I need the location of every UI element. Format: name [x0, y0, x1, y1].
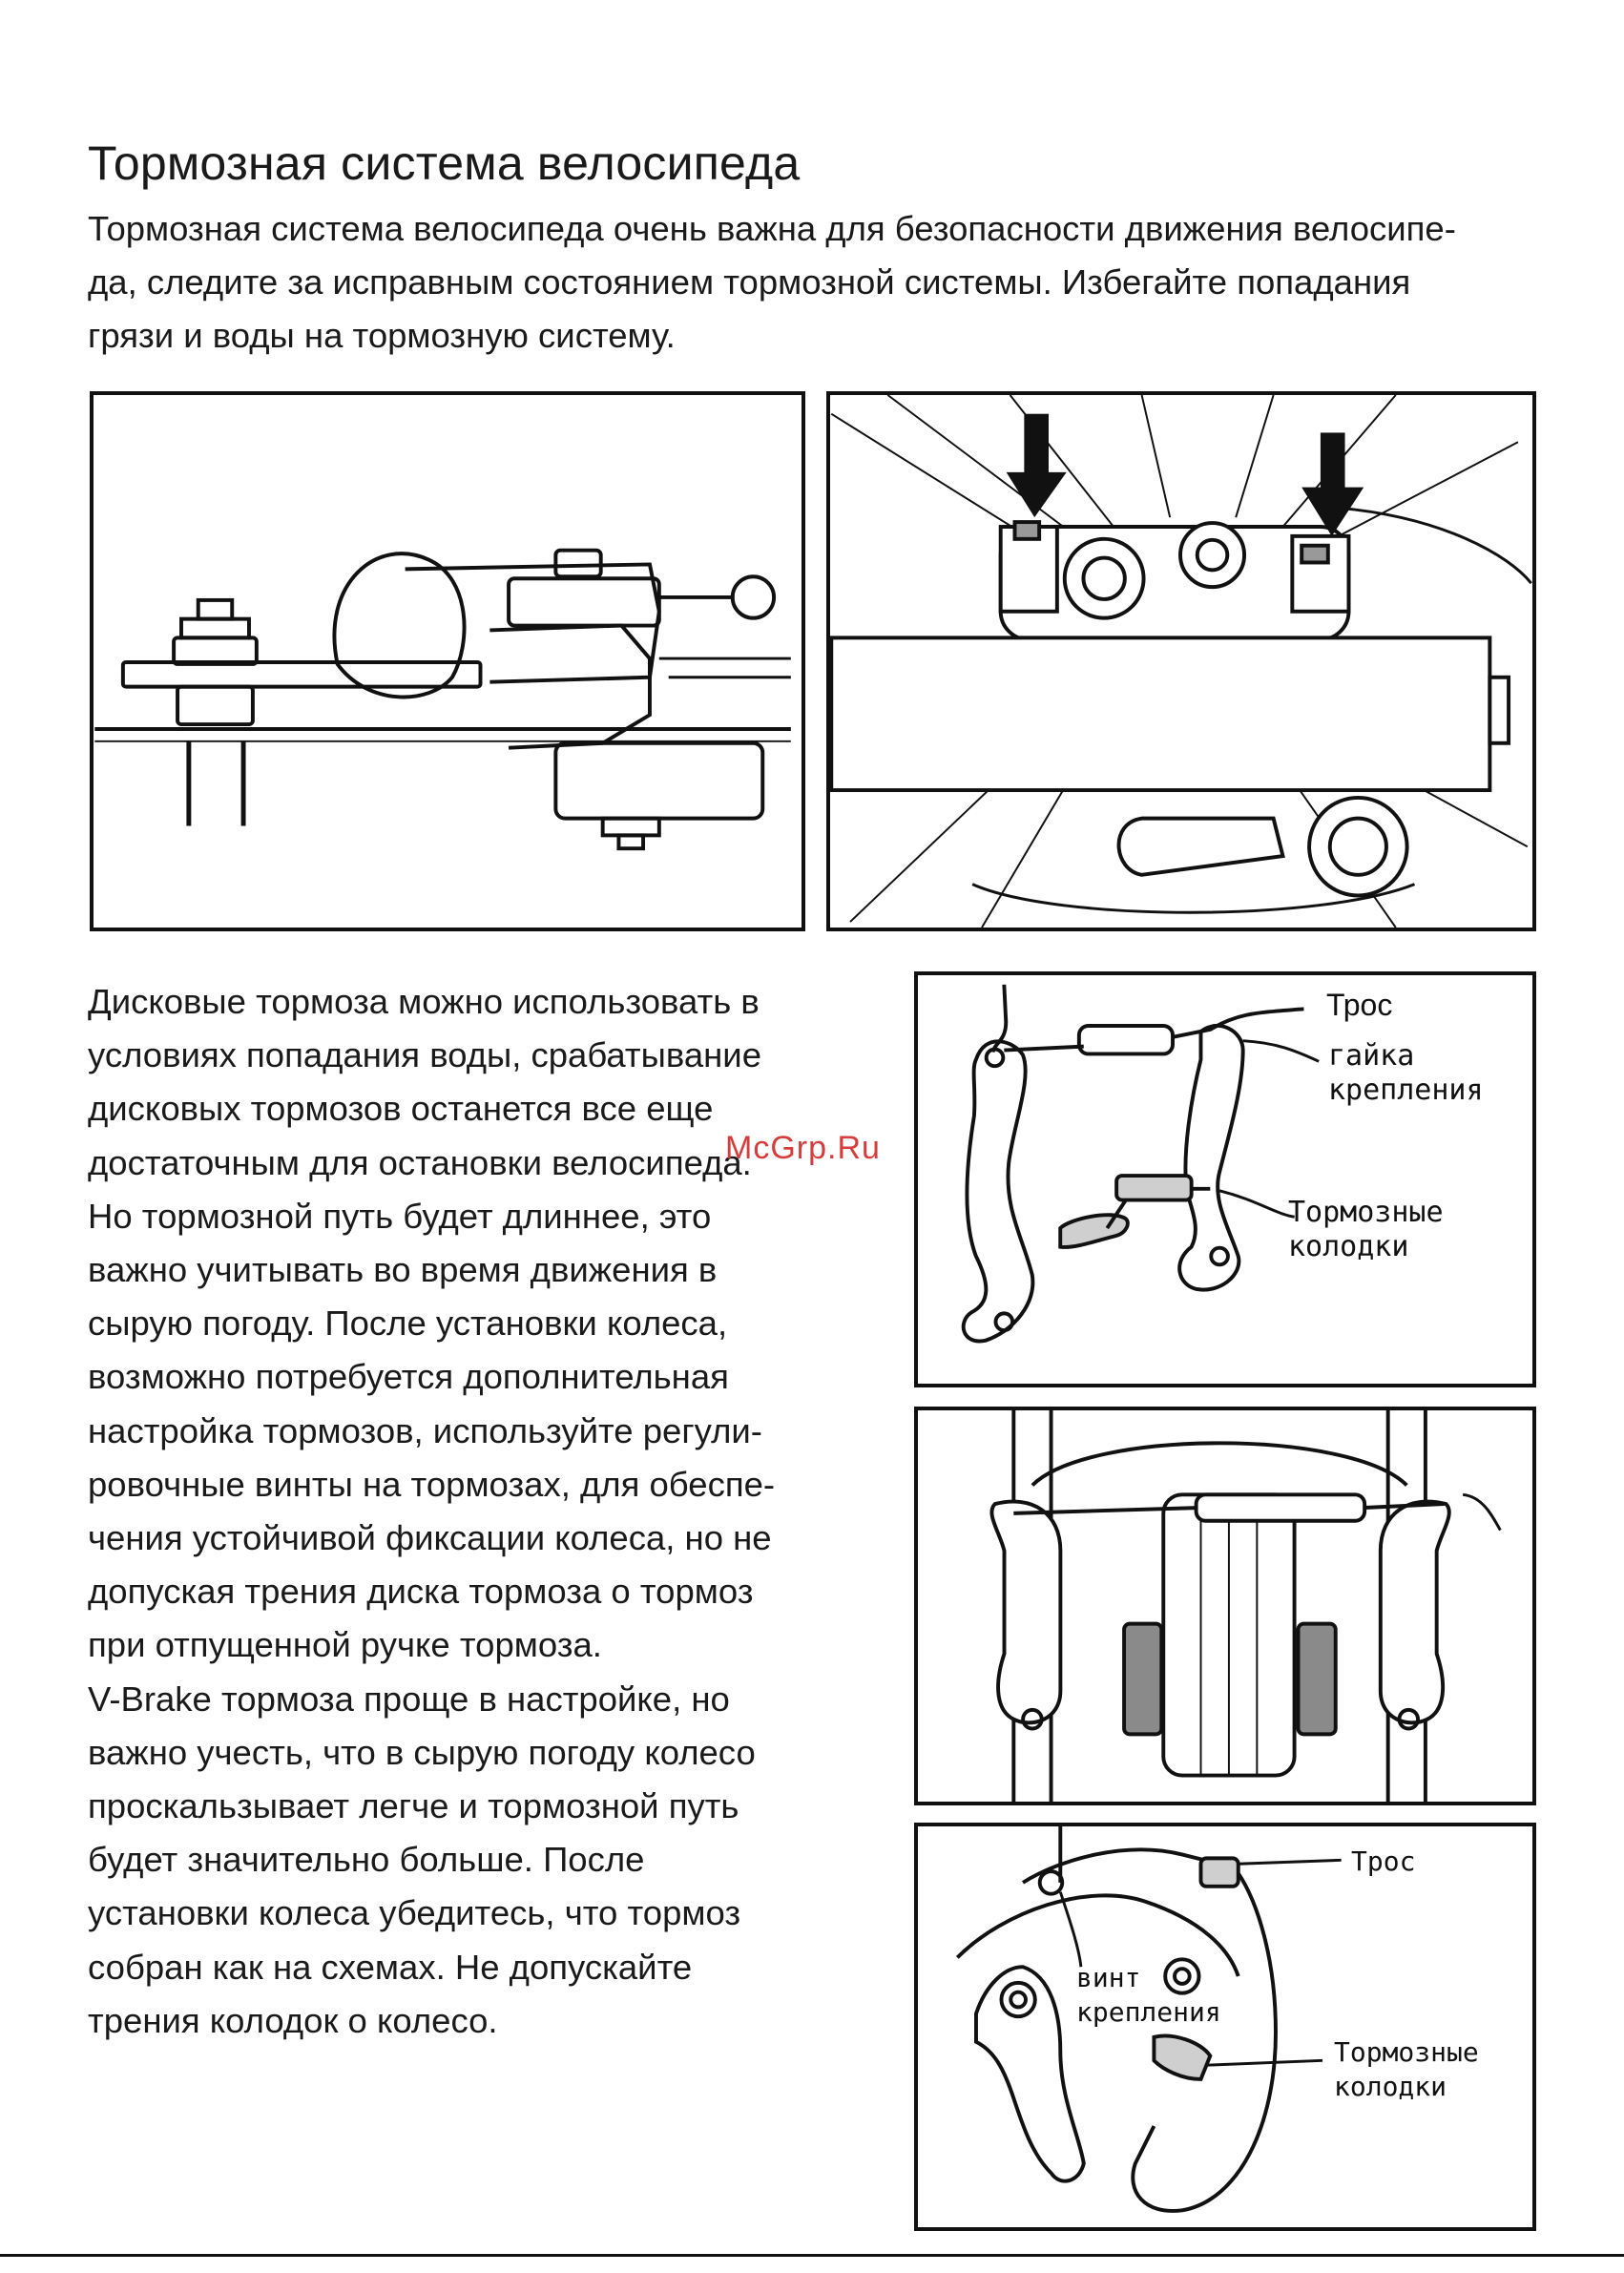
body-line: сырую погоду. После установки колеса,: [88, 1303, 728, 1344]
body-line: допуская трения диска тормоза о тормоз: [88, 1572, 754, 1612]
body-line: достаточным для остановки велосипеда.: [88, 1142, 752, 1182]
body-line: возможно потребуется дополнительная: [88, 1357, 729, 1397]
caliper-label-cable: Трос: [1351, 1846, 1416, 1877]
disc-brake-side-illustration: [94, 395, 802, 928]
bottom-rule: [0, 2254, 1624, 2257]
body-line: важно учесть, что в сырую погоду колесо: [88, 1732, 756, 1772]
body-line: важно учитывать во время движения в: [88, 1250, 718, 1290]
caliper-label-screw-2: крепления: [1076, 1996, 1221, 2028]
vbrake-wheel-illustration: [918, 1410, 1532, 1802]
figure-caliper-labeled: [914, 1823, 1536, 2231]
vbrake-illustration: [918, 975, 1532, 1384]
caliper-illustration: [918, 1826, 1532, 2227]
intro-line: да, следите за исправным состоянием тормозной системы. Избегайте попадания: [88, 262, 1411, 302]
page-title: Тормозная система велосипеда: [88, 136, 801, 190]
vbrake-label-cable: Трос: [1326, 988, 1393, 1022]
caliper-label-pads: Тормозные: [1334, 2036, 1479, 2068]
body-line: будет значительно больше. После: [88, 1840, 645, 1880]
body-line: настройка тормозов, используйте регули-: [88, 1410, 762, 1450]
disc-caliper-illustration: [830, 395, 1532, 928]
body-line: трения колодок о колесо.: [88, 2000, 498, 2040]
body-line: установки колеса убедитесь, что тормоз: [88, 1893, 741, 1933]
body-line: V-Brake тормоза проще в настройке, но: [88, 1679, 730, 1719]
body-line: при отпущенной ручке тормоза.: [88, 1625, 602, 1665]
body-line: Но тормозной путь будет длиннее, это: [88, 1196, 712, 1236]
vbrake-label-nut-2: крепления: [1328, 1074, 1484, 1107]
body-line: условиях попадания воды, срабатывание: [88, 1035, 761, 1075]
figure-vbrake-on-wheel: [914, 1407, 1536, 1805]
vbrake-label-nut: гайка: [1328, 1039, 1415, 1073]
body-line: собран как на схемах. Не допускайте: [88, 1947, 693, 1987]
intro-line: Тормозная система велосипеда очень важна для безопасности движения велосипе-: [88, 209, 1456, 248]
vbrake-label-pads: Тормозные: [1288, 1196, 1444, 1229]
intro-line: грязи и воды на тормозную систему.: [88, 316, 676, 355]
body-line: ровочные винты на тормозах, для обеспе-: [88, 1464, 776, 1504]
body-line: проскальзывает легче и тормозной путь: [88, 1786, 739, 1826]
caliper-label-pads-2: колодки: [1334, 2071, 1447, 2102]
watermark: McGrp.Ru: [725, 1130, 881, 1166]
vbrake-label-pads-2: колодки: [1288, 1230, 1409, 1263]
figure-disc-brake-side: [90, 391, 805, 931]
body-line: Дисковые тормоза можно использовать в: [88, 982, 760, 1021]
body-line: чения устойчивой фиксации колеса, но не: [88, 1518, 772, 1558]
intro-paragraph: [88, 202, 1548, 363]
figure-vbrake-labeled: [914, 971, 1536, 1387]
figure-disc-caliper-front: [826, 391, 1536, 931]
body-line: дисковых тормозов останется все еще: [88, 1089, 714, 1129]
caliper-label-screw: винт: [1076, 1962, 1141, 1993]
